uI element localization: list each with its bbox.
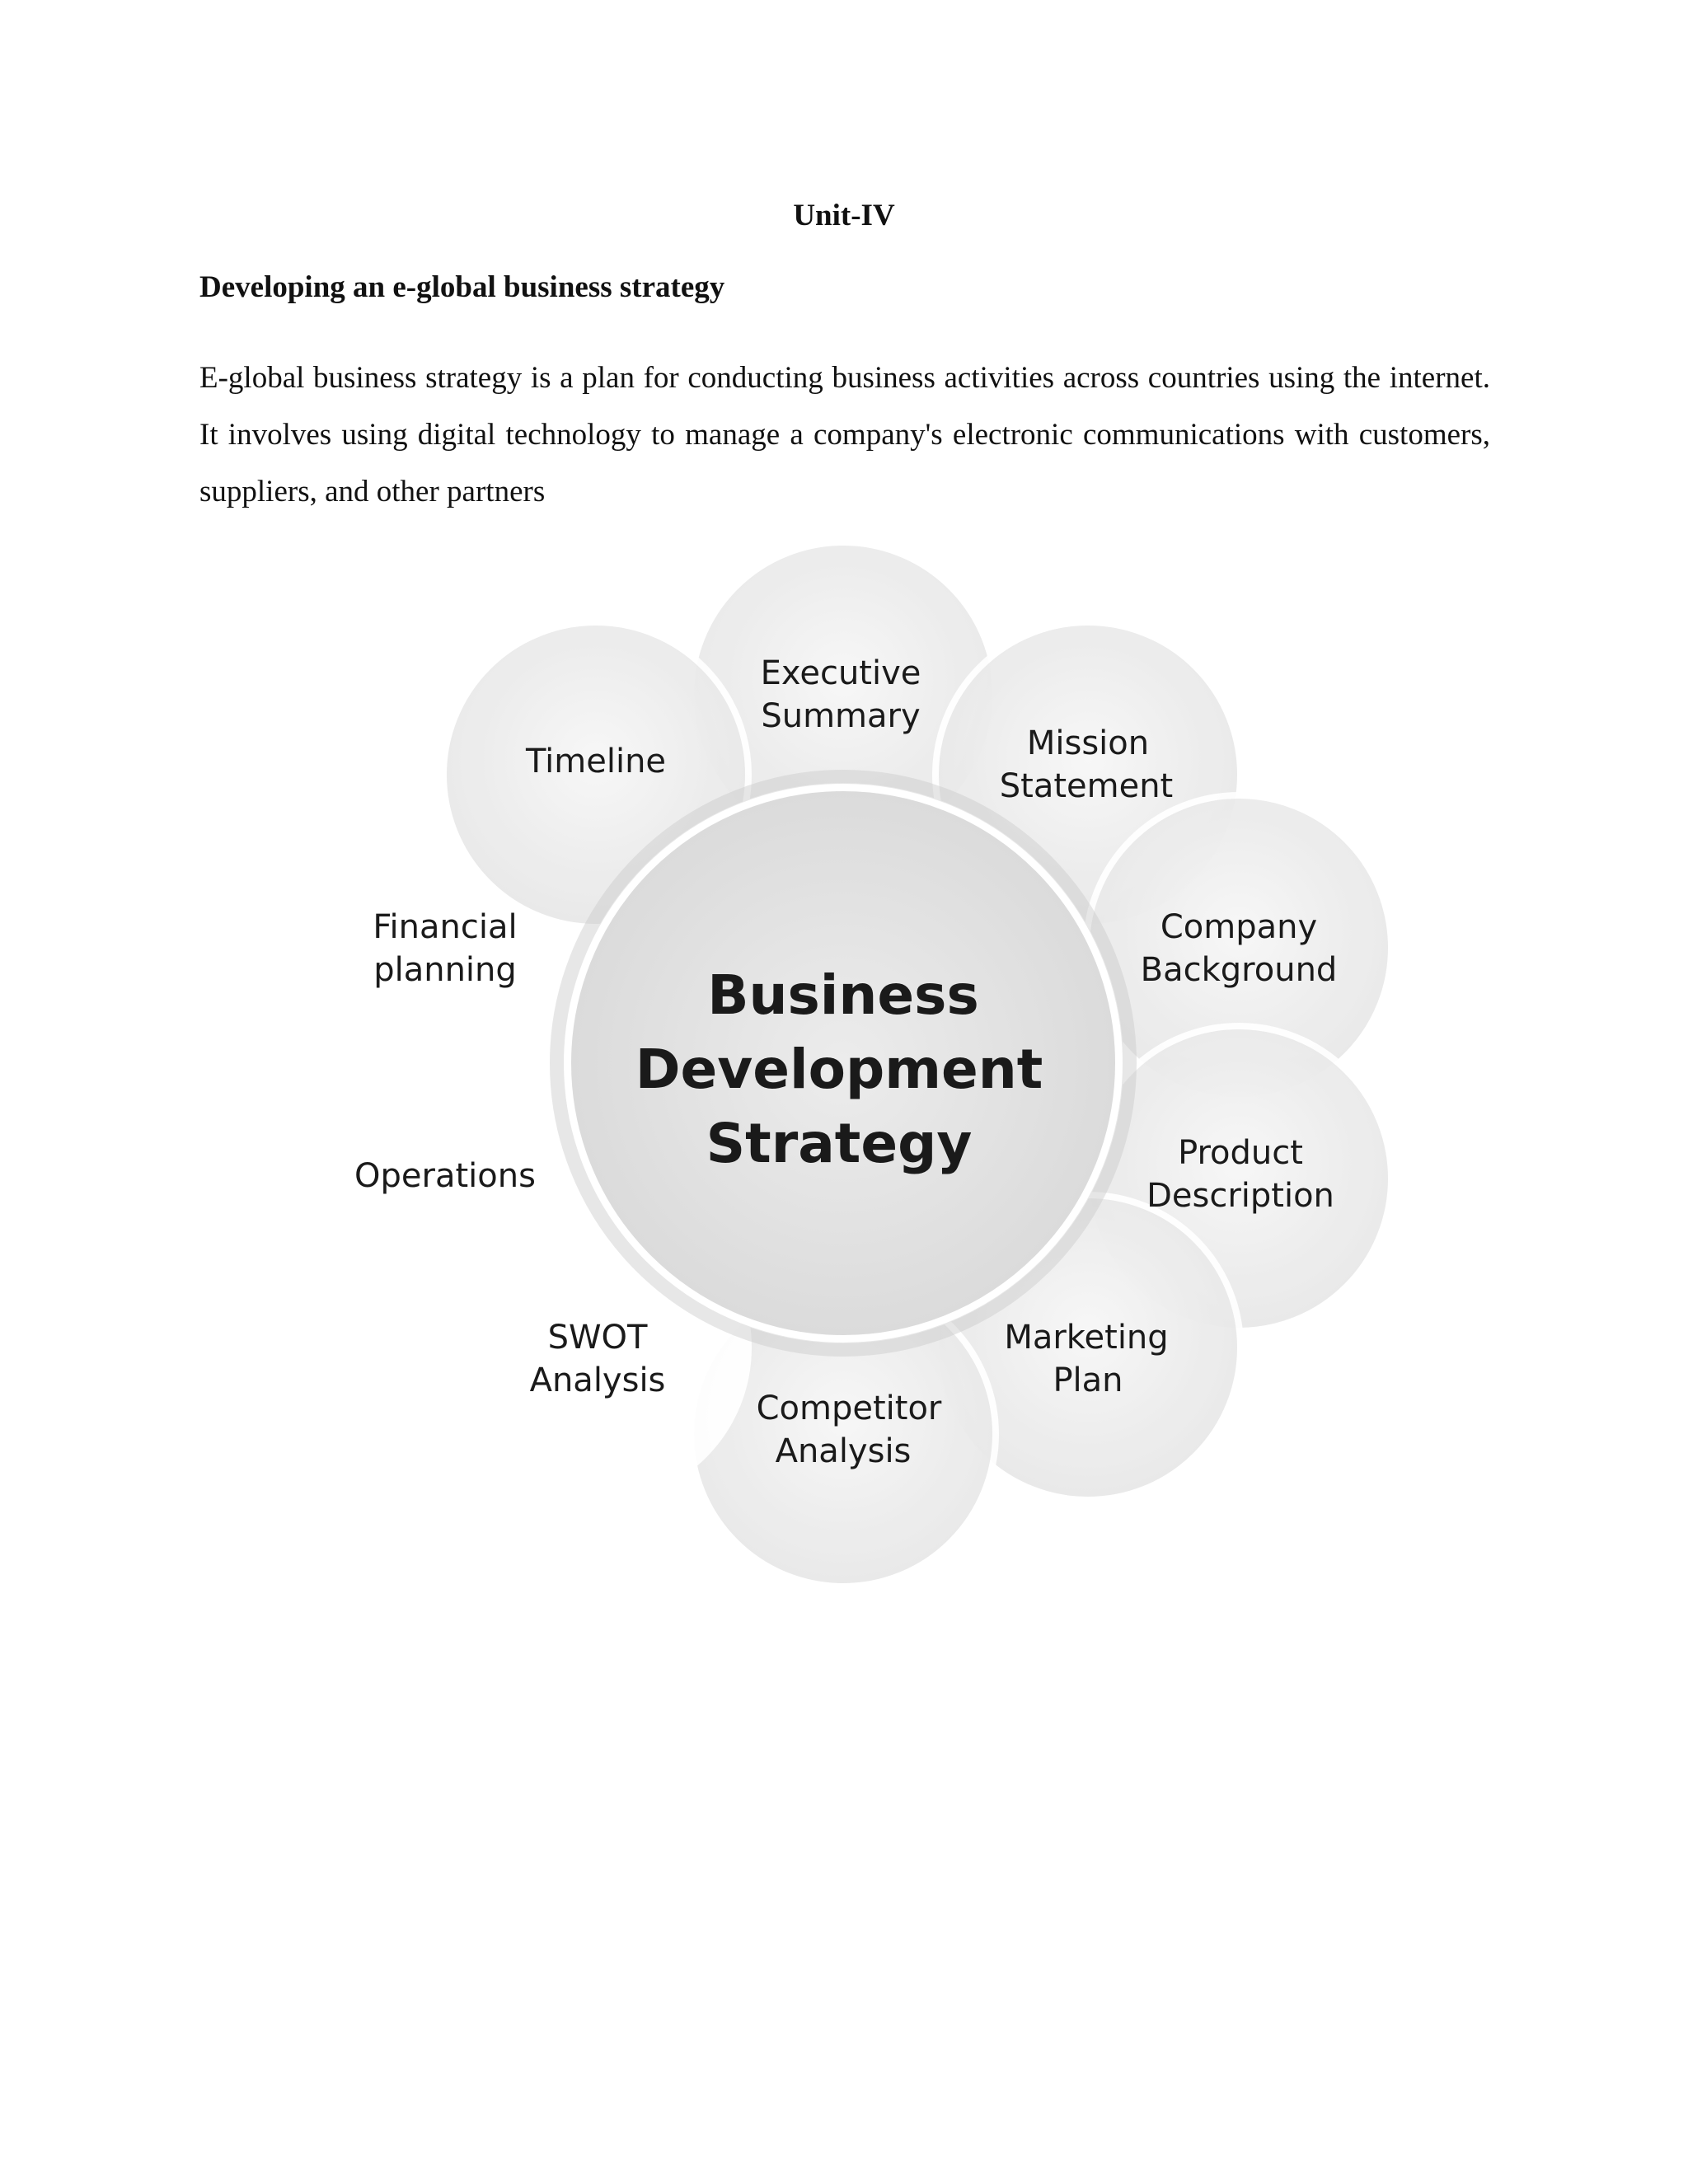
- center-label-line-1: Business: [707, 963, 979, 1027]
- section-title: Developing an e-global business strategy: [199, 270, 725, 304]
- petal-label-competitor-analysis-1: Competitor: [756, 1390, 942, 1427]
- petal-label-operations: Operations: [354, 1157, 536, 1195]
- center-label-line-2: Development: [635, 1038, 1043, 1101]
- petal-label-financial-planning-1: Financial: [373, 908, 518, 946]
- petal-label-executive-summary-2: Summary: [761, 697, 921, 735]
- petal-label-competitor-analysis-2: Analysis: [775, 1432, 912, 1470]
- petal-label-mission-statement-2: Statement: [999, 767, 1174, 805]
- petal-label-swot-analysis-2: Analysis: [529, 1361, 666, 1399]
- body-paragraph: E-global business strategy is a plan for conducting business activities across countries using the internet. It involves using digital technology to manage a company's electronic communications with customers, suppliers, and other partners: [199, 361, 1490, 509]
- petal-label-product-description-1: Product: [1178, 1134, 1303, 1172]
- petal-label-swot-analysis-1: SWOT: [547, 1319, 648, 1357]
- petal-label-company-background-2: Background: [1140, 951, 1338, 989]
- petal-label-financial-planning-2: planning: [373, 951, 517, 989]
- petal-label-product-description-2: Description: [1146, 1177, 1334, 1215]
- center-label-line-3: Strategy: [706, 1112, 973, 1175]
- unit-heading: Unit-IV: [793, 199, 895, 232]
- petal-label-company-background-1: Company: [1160, 908, 1318, 946]
- petal-label-marketing-plan-2: Plan: [1053, 1361, 1123, 1399]
- petal-label-mission-statement-1: Mission: [1026, 724, 1150, 762]
- petal-label-executive-summary-1: Executive: [760, 654, 921, 692]
- petal-label-timeline: Timeline: [525, 743, 667, 780]
- petal-label-marketing-plan-1: Marketing: [1004, 1319, 1169, 1357]
